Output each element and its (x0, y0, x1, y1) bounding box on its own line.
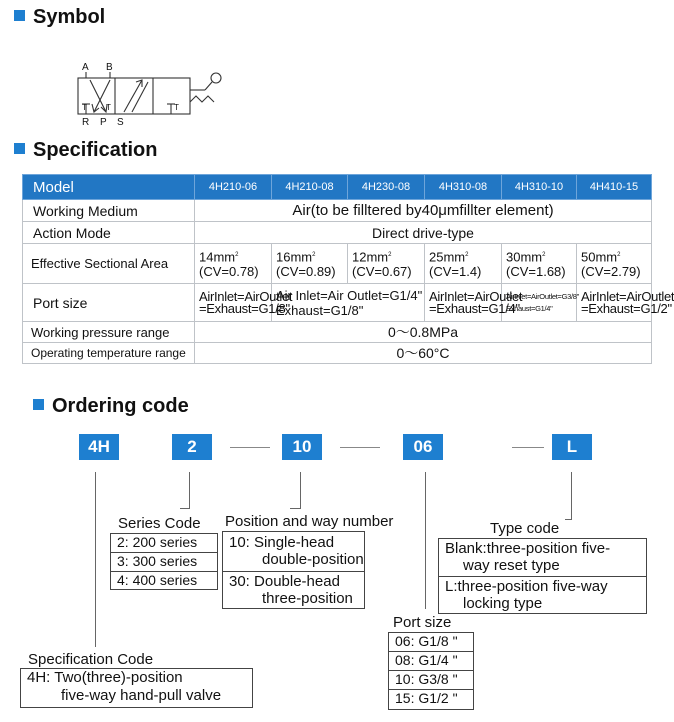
connector-line (189, 472, 190, 508)
port-item: 15: G1/2 " (395, 690, 458, 706)
dash-separator (230, 447, 270, 448)
port-label-p: P (100, 117, 107, 128)
working-pressure-value: 0～0.8MPa (195, 322, 652, 343)
header-model-4h410-15: 4H410-15 (577, 175, 652, 200)
spec-code-box (20, 668, 253, 708)
type-code-box (438, 538, 647, 614)
connector-line (95, 472, 96, 647)
effective-area-cell: $30mm^2$ (CV=1.68) (502, 244, 577, 284)
port-label-t1: T (82, 103, 87, 112)
port-item: 08: G1/4 " (389, 652, 473, 671)
operating-temp-value: 0～60°C (195, 343, 652, 364)
table-row (23, 322, 652, 343)
spec-item: 4H: Two(three)-position five-way hand-pull valve (27, 669, 222, 704)
code-box-position: 10 (282, 434, 322, 460)
port-size-cell: AirInlet=AirOutlet=G3/8" Exhaust=G1/4" (502, 284, 577, 322)
table-row (23, 200, 652, 222)
operating-temp-label: Operating temperature range (23, 343, 195, 364)
port-size-box (388, 632, 474, 710)
code-box-port: 06 (403, 434, 443, 460)
port-item: 10: G3/8 " (389, 671, 473, 690)
connector-line (571, 472, 572, 519)
port-size-cell: AirInlet=AirOutlet =Exhaust=G1/4" (425, 284, 502, 322)
header-model-4h230-08: 4H230-08 (348, 175, 425, 200)
working-pressure-label: Working pressure range (23, 322, 195, 343)
bullet-square-icon (14, 10, 25, 21)
type-code-title: Type code (490, 520, 560, 537)
port-size-cell: Air Inlet=Air Outlet=G1/4" Exhaust=G1/8" (272, 284, 425, 322)
effective-area-cell: $25mm^2$ (CV=1.4) (425, 244, 502, 284)
effective-area-cell: $12mm^2$ (CV=0.67) (348, 244, 425, 284)
symbol-title: Symbol (14, 6, 105, 29)
code-box-4h: 4H (79, 434, 119, 460)
bullet-square-icon (14, 143, 25, 154)
position-way-box (222, 531, 365, 609)
port-label-s: S (117, 117, 124, 128)
table-row (23, 222, 652, 244)
effective-area-cell: $16mm^2$ (CV=0.89) (272, 244, 348, 284)
effective-area-label: Effective Sectional Area (23, 244, 195, 284)
port-label-t2: T (106, 103, 111, 112)
specification-title: Specification (14, 139, 157, 162)
connector-line (425, 472, 426, 609)
dash-separator (340, 447, 380, 448)
position-way-title: Position and way number (225, 513, 394, 530)
header-model-4h210-08: 4H210-08 (272, 175, 348, 200)
position-item: 30: Double-head three-position (229, 573, 353, 607)
code-box-type: L (552, 434, 592, 460)
port-label-t3: T (174, 103, 179, 112)
effective-area-cell: $14mm^2$ (CV=0.78) (195, 244, 272, 284)
table-row (23, 244, 652, 284)
connector-line (290, 508, 301, 509)
port-label-a: A (82, 62, 89, 73)
working-medium-label: Working Medium (23, 200, 195, 222)
connector-line (300, 472, 301, 508)
spec-code-title: Specification Code (28, 651, 154, 668)
table-row (23, 343, 652, 364)
port-size-title: Port size (393, 614, 452, 631)
table-row (23, 284, 652, 322)
port-label-b: B (106, 62, 113, 73)
series-item: 3: 300 series (111, 553, 217, 572)
series-item: 2: 200 series (111, 534, 217, 553)
dash-separator (512, 447, 544, 448)
valve-symbol (70, 60, 240, 130)
table-header-row (23, 175, 652, 200)
type-item: L:three-position five-way locking type (445, 578, 608, 612)
effective-area-cell: $50mm^2$ (CV=2.79) (577, 244, 652, 284)
specification-table (22, 174, 674, 364)
port-size-cell: AirInlet=AirOutlet =Exhaust=G1/2" (577, 284, 652, 322)
series-item: 4: 400 series (117, 572, 198, 588)
header-model: Model (23, 175, 195, 200)
action-mode-value: Direct drive-type (195, 222, 652, 244)
connector-line (565, 519, 572, 520)
type-item: Blank:three-position five- way reset type (439, 539, 646, 577)
position-item: 10: Single-head double-position (223, 532, 364, 572)
header-model-4h210-06: 4H210-06 (195, 175, 272, 200)
port-size-label: Port size (23, 284, 195, 322)
ordering-title: Ordering code (33, 395, 189, 418)
series-code-box (110, 533, 218, 590)
code-box-series: 2 (172, 434, 212, 460)
header-model-4h310-08: 4H310-08 (425, 175, 502, 200)
bullet-square-icon (33, 399, 44, 410)
valve-symbol-drawing (70, 60, 240, 130)
port-item: 06: G1/8 " (389, 633, 473, 652)
port-size-cell: AirInlet=AirOutlet =Exhaust=G1/8" (195, 284, 272, 322)
series-code-title: Series Code (118, 515, 201, 532)
connector-line (180, 508, 190, 509)
header-model-4h310-10: 4H310-10 (502, 175, 577, 200)
action-mode-label: Action Mode (23, 222, 195, 244)
working-medium-value: Air(to be filltered by40μmfillter element) (195, 200, 652, 222)
port-label-r: R (82, 117, 90, 128)
